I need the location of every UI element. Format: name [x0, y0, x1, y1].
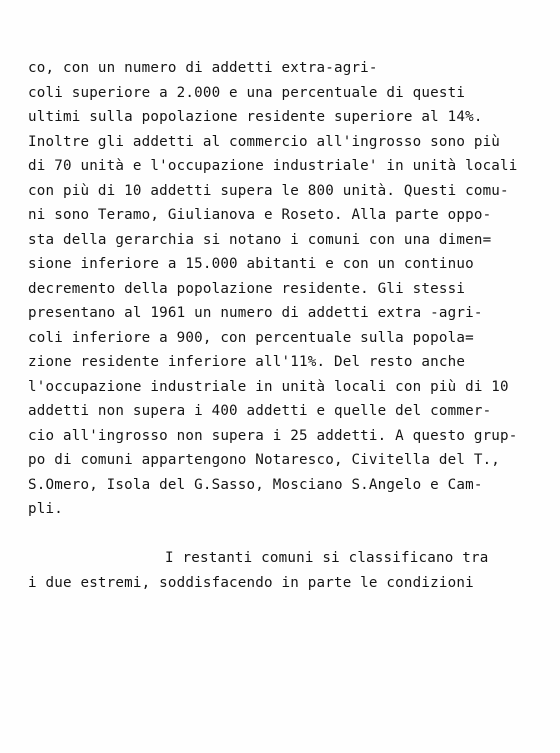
- document-body: [28, 56, 532, 595]
- text-line: sione inferiore a 15.000 abitanti e con un continuo: [28, 256, 474, 272]
- text-line: S.Omero, Isola del G.Sasso, Mosciano S.Angelo e Cam-: [28, 476, 483, 493]
- text-line: addetti non supera i 400 addetti e quelle del commer-: [28, 403, 492, 419]
- text-line: coli inferiore a 900, con percentuale sulla popola=: [28, 329, 474, 346]
- text-line: I restanti comuni si classificano tra: [165, 550, 489, 566]
- text-line: presentano al 1961 un numero di addetti extra -agri-: [28, 305, 483, 321]
- text-line: co, con un numero di addetti extra-agri-: [28, 60, 378, 76]
- paragraph-gap: [28, 522, 532, 547]
- text-line: Inoltre gli addetti al commercio all'ingrosso sono più: [28, 133, 501, 150]
- text-line: sta della gerarchia si notano i comuni con una dimen=: [28, 231, 492, 248]
- text-line: zione residente inferiore all'11%. Del resto anche: [28, 354, 466, 370]
- text-line: coli superiore a 2.000 e una percentuale di questi: [28, 84, 466, 101]
- text-line: pli.: [28, 501, 63, 517]
- text-line: di 70 unità e l'occupazione industriale' in unità locali: [28, 158, 518, 174]
- text-line: cio all'ingrosso non supera i 25 addetti. A questo grup-: [28, 427, 518, 444]
- text-line: l'occupazione industriale in unità locali con più di 10: [28, 378, 509, 395]
- text-line: i due estremi, soddisfacendo in parte le condizioni: [28, 574, 474, 591]
- text-line: ultimi sulla popolazione residente superiore al 14%.: [28, 109, 483, 125]
- text-line: con più di 10 addetti supera le 800 unità. Questi comu-: [28, 182, 509, 199]
- text-line: po di comuni appartengono Notaresco, Civitella del T.,: [28, 452, 501, 468]
- text-line: decremento della popolazione residente. Gli stessi: [28, 280, 466, 297]
- text-line: ni sono Teramo, Giulianova e Roseto. Alla parte oppo-: [28, 207, 492, 223]
